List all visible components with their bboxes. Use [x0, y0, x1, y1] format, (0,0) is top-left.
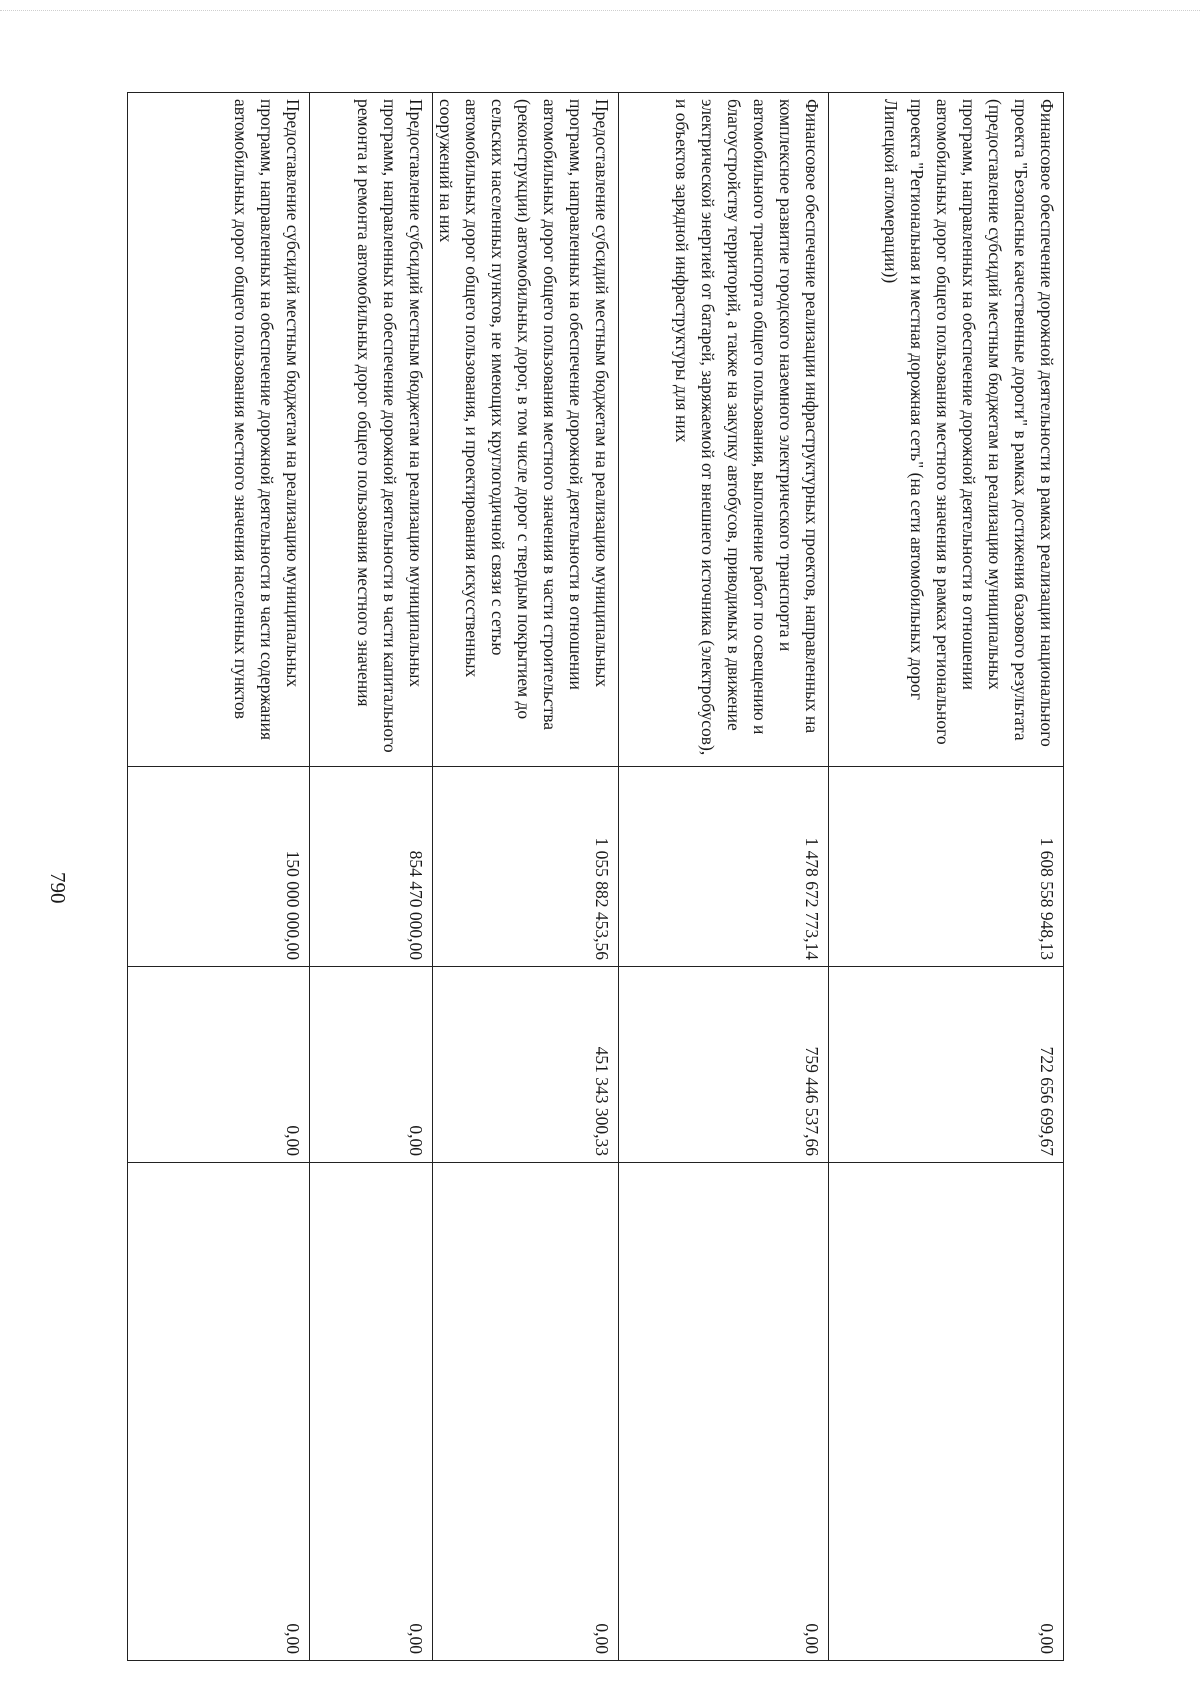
- row-value-3: 0,00: [128, 1163, 310, 1661]
- scan-edge-line: [0, 10, 1200, 11]
- table-row: [829, 93, 1064, 1661]
- row-value-2: 759 446 537,66: [619, 967, 829, 1163]
- row-description: Предоставление субсидий местным бюджетам на реализацию муниципальных программ, направленных на обеспечение дорожной деятельности в части капитального ремонта и ремонта автомобильных дорог общего пользования местного значения: [310, 93, 433, 767]
- row-value-3: 0,00: [433, 1163, 619, 1661]
- rotated-table-container: [132, 92, 1064, 1660]
- row-value-2: 0,00: [128, 967, 310, 1163]
- row-value-3: 0,00: [829, 1163, 1064, 1661]
- row-value-2: 0,00: [310, 967, 433, 1163]
- row-value-3: 0,00: [619, 1163, 829, 1661]
- row-value-1: 854 470 000,00: [310, 767, 433, 967]
- row-value-1: 1 608 558 948,13: [829, 767, 1064, 967]
- row-description: Предоставление субсидий местным бюджетам на реализацию муниципальных программ, направленных на обеспечение дорожной деятельности в отношении автомобильных дорог общего пользования местного значения в части строительства (реконструкции) автомобильных дорог, в том числе дорог с твердым покрытием до сельских населенных пунктов, не имеющих круглогодичной связи с сетью автомобильных дорог общего пользования, и проектирования искусственных сооружений на них: [433, 93, 619, 767]
- row-value-1: 150 000 000,00: [128, 767, 310, 967]
- row-value-2: 451 343 300,33: [433, 967, 619, 1163]
- table-row: [619, 93, 829, 1661]
- row-description: Финансовое обеспечение дорожной деятельности в рамках реализации национального проекта "Безопасные качественные дороги" в рамках достижения базового результата (предоставление субсидий местным бюджетам на реализацию муниципальных программ, направленных на обеспечение дорожной деятельности в отношении автомобильных дорог общего пользования местного значения в рамках регионального проекта "Региональная и местная дорожная сеть" (на сети автомобильных дорог Липецкой агломерации)): [829, 93, 1064, 767]
- row-description: Предоставление субсидий местным бюджетам на реализацию муниципальных программ, направленных на обеспечение дорожной деятельности в части содержания автомобильных дорог общего пользования местного значения населенных пунктов: [128, 93, 310, 767]
- row-value-2: 722 656 699,67: [829, 967, 1064, 1163]
- row-description: Финансовое обеспечение реализации инфраструктурных проектов, направленных на комплексное развитие городского наземного электрического транспорта и автомобильного транспорта общего пользования, выполнение работ по освещению и благоустройству территорий, а также на закупку автобусов, приводимых в движение электрической энергией от батарей, заряжаемой от внешнего источника (электробусов), и объектов зарядной инфраструктуры для них: [619, 93, 829, 767]
- row-value-1: 1 478 672 773,14: [619, 767, 829, 967]
- row-value-1: 1 055 882 453,56: [433, 767, 619, 967]
- row-value-3: 0,00: [310, 1163, 433, 1661]
- page-number: 790: [46, 872, 70, 904]
- table-row: [128, 93, 310, 1661]
- table-row: [310, 93, 433, 1661]
- budget-table: [127, 92, 1064, 1661]
- table-row: [433, 93, 619, 1661]
